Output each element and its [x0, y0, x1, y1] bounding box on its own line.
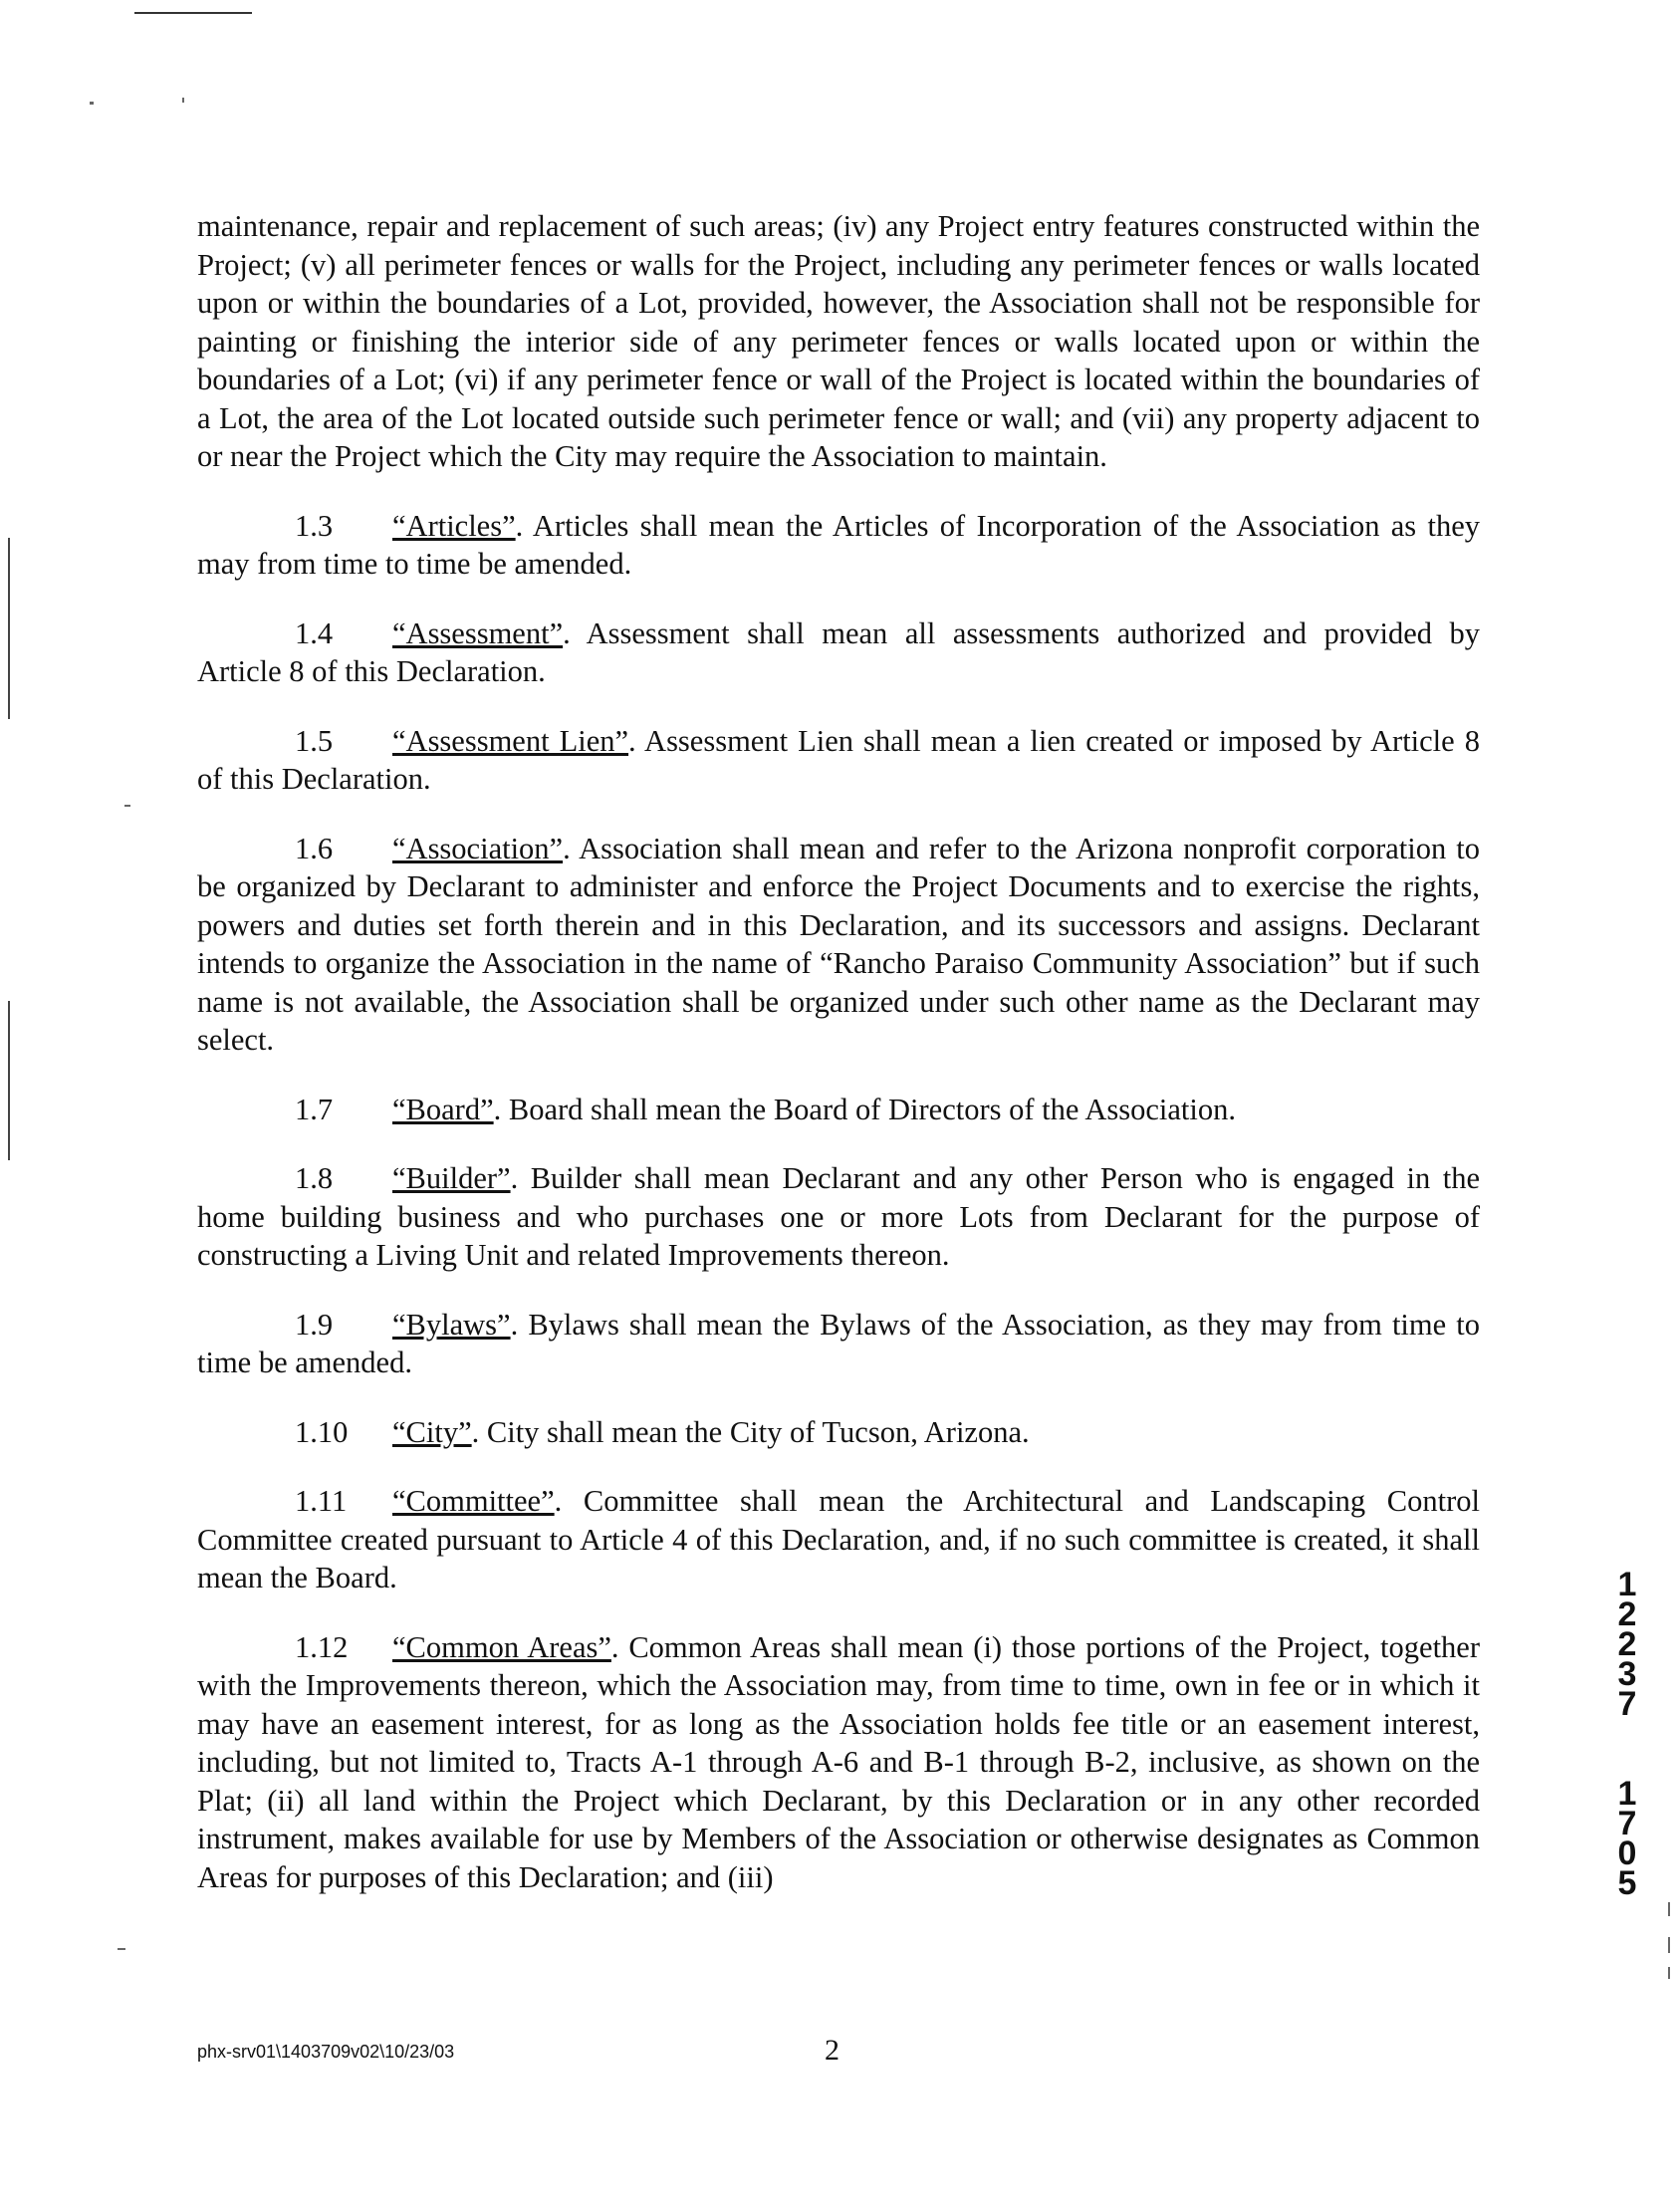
defined-term: “Board”: [392, 1092, 494, 1126]
scan-mark: [1668, 1902, 1670, 1916]
margin-scan-line: [8, 538, 10, 719]
section-number: 1.8: [295, 1161, 334, 1195]
defined-term: “Builder”: [392, 1161, 511, 1195]
section-text: . Assessment Lien shall mean a lien created or imposed by Article 8 of this Declaration.: [197, 723, 1480, 796]
defined-term: “Association”: [392, 831, 564, 865]
scan-mark: [1668, 1967, 1670, 1979]
intro-paragraph: maintenance, repair and replacement of such areas; (iv) any Project entry features constructed within the Project; (v) all perimeter fences or walls for the Project, including any perimeter fences or walls located upon or within the boundaries of a Lot, provided, however, the Association shall not be responsible for painting or finishing the interior side of any perimeter fences or walls located upon or within the boundaries of a Lot; (vi) if any perimeter fence or wall of the Project is located within the boundaries of a Lot, the area of the Lot located outside such perimeter fence or wall; and (vii) any property adjacent to or near the Project which the City may require the Association to maintain.: [197, 209, 1480, 473]
defined-term: “Common Areas”: [392, 1629, 611, 1664]
recording-number-part1: [1609, 1566, 1645, 1723]
scan-mark: [182, 98, 184, 103]
section-1-5: [197, 722, 1480, 799]
section-number: 1.10: [295, 1414, 349, 1449]
section-text: . Committee shall mean the Architectural and Landscaping Control Committee created pursuant to Article 4 of this Declaration, and, if no such committee is created, it shall mean the Board.: [197, 1484, 1480, 1594]
defined-term: “Articles”: [392, 508, 516, 543]
section-1-7: [197, 1091, 1480, 1129]
recording-digit: 2: [1617, 1625, 1637, 1663]
margin-scan-line: [8, 1001, 10, 1160]
section-number: 1.5: [295, 723, 334, 758]
defined-term: “Bylaws”: [392, 1307, 511, 1342]
section-number: 1.7: [295, 1092, 334, 1126]
section-text: . City shall mean the City of Tucson, Arizona.: [471, 1414, 1030, 1449]
section-1-12: [197, 1628, 1480, 1897]
section-1-8: [197, 1159, 1480, 1275]
defined-term: “Committee”: [392, 1484, 555, 1518]
scan-mark: [118, 1948, 125, 1950]
top-rule: [134, 12, 252, 14]
recording-digit: 7: [1617, 1685, 1637, 1723]
section-text: . Builder shall mean Declarant and any other Person who is engaged in the home building business and who purchases one or more Lots from Declarant for the purpose of constructing a Living Unit and related Improvements thereon.: [197, 1161, 1480, 1272]
section-number: 1.6: [295, 831, 334, 865]
recording-number-part2: [1609, 1775, 1645, 1902]
scan-mark: [124, 805, 130, 807]
section-number: 1.9: [295, 1307, 334, 1342]
section-text: . Articles shall mean the Articles of Incorporation of the Association as they may from time to time be amended.: [197, 508, 1480, 581]
recording-digit: 0: [1617, 1835, 1637, 1872]
section-text: . Board shall mean the Board of Directors of the Association.: [493, 1092, 1236, 1126]
recording-digit: 1: [1617, 1775, 1637, 1813]
section-text: . Assessment shall mean all assessments authorized and provided by Article 8 of this Declaration.: [197, 615, 1480, 688]
footer-document-reference: phx-srv01\1403709v02\10/23/03: [197, 2042, 455, 2062]
page-number: 2: [825, 2034, 840, 2067]
scan-mark: [1668, 1937, 1670, 1953]
section-1-3: [197, 507, 1480, 584]
section-1-6: [197, 830, 1480, 1060]
defined-term: “City”: [392, 1414, 472, 1449]
defined-term: “Assessment Lien”: [392, 723, 629, 758]
section-number: 1.12: [295, 1629, 349, 1664]
section-1-4: [197, 614, 1480, 691]
section-number: 1.3: [295, 508, 334, 543]
section-1-9: [197, 1306, 1480, 1382]
section-text: . Bylaws shall mean the Bylaws of the Association, as they may from time to time be amended.: [197, 1307, 1480, 1379]
section-number: 1.11: [295, 1484, 348, 1518]
section-number: 1.4: [295, 615, 334, 650]
section-1-10: [197, 1413, 1480, 1452]
recording-digit: 2: [1617, 1595, 1637, 1633]
scan-mark: [90, 102, 94, 105]
section-1-11: [197, 1482, 1480, 1597]
recording-digit: 5: [1617, 1864, 1637, 1902]
section-text: . Association shall mean and refer to the Arizona nonprofit corporation to be organized by Declarant to administer and enforce the Project Documents and to exercise the rights, powers and duties set forth therein and in this Declaration, and its successors and assigns. Declarant intends to organize the Association in the name of “Rancho Paraiso Community Association” but if such name is not available, the Association shall be organized under such other name as the Declarant may select.: [197, 831, 1480, 1057]
recording-digit: 7: [1617, 1805, 1637, 1842]
recording-digit: 3: [1617, 1655, 1637, 1693]
document-body: [197, 207, 1480, 1927]
section-text: . Common Areas shall mean (i) those portions of the Project, together with the Improvements thereon, which the Association may, from time to time, own in fee or in which it may have an easement interest, for as long as the Association holds fee title or an easement interest, including, but not limited to, Tracts A-1 through A-6 and B-1 through B-2, inclusive, as shown on the Plat; (ii) all land within the Project which Declarant, by this Declaration or in any other recorded instrument, makes available for use by Members of the Association or otherwise designates as Common Areas for purposes of this Declaration; and (iii): [197, 1629, 1480, 1894]
recording-digit: 1: [1617, 1566, 1637, 1603]
defined-term: “Assessment”: [392, 615, 564, 650]
